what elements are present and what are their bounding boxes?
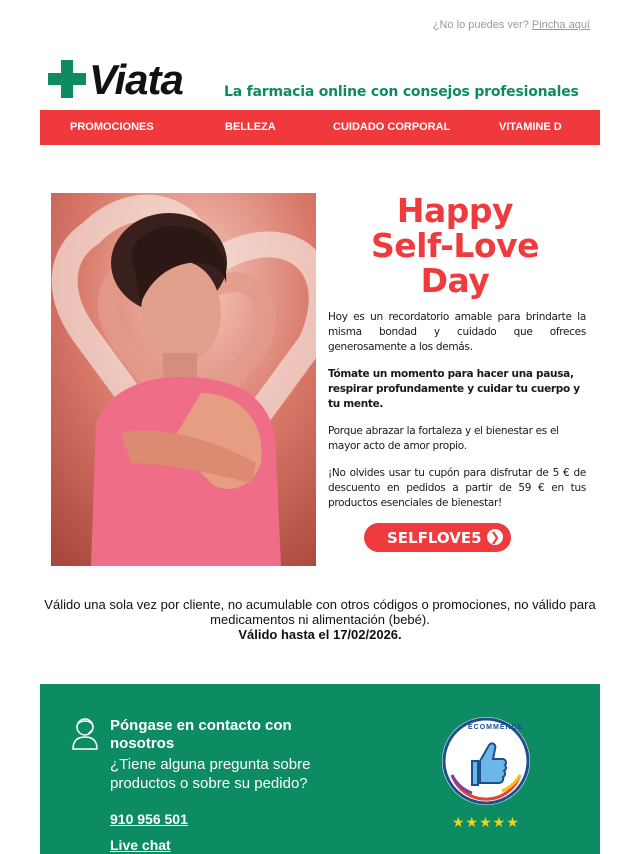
brand-tagline: La farmacia online con consejos profesionales [224,84,579,100]
coupon-button[interactable] [364,523,511,552]
coupon-code: SELFLOVE5 [387,528,482,547]
contact-title: Póngase en contacto con nosotros [110,717,292,752]
legal-terms: Válido una sola vez por cliente, no acumulable con otros códigos o promociones, no válido para medicamentos ni alimentación (bebé). [44,597,596,627]
hero-paragraph: Hoy es un recordatorio amable para brindarte la misma bondad y cuidado que ofreces generosamente a los demás. [328,311,586,353]
live-chat-link[interactable]: Live chat [110,837,171,853]
hero-title-line: Self-Love [370,226,540,265]
preheader-text: ¿No lo puedes ver? [432,19,529,31]
badge-label: ECOMMERCE [468,724,524,731]
preheader [433,19,590,31]
nav-item-belleza[interactable]: BELLEZA [225,121,276,133]
contact-footer [40,684,600,854]
rating-stars: ★★★★★ [452,814,520,830]
hero-title-line: Day [420,261,490,300]
contact-subtitle: ¿Tiene alguna pregunta sobre productos o sobre su pedido? [110,756,311,792]
support-agent-icon [70,716,100,750]
hero-paragraph-emphasis: Tómate un momento para hacer una pausa, respirar profundamente y cuidar tu cuerpo y tu mente. [328,368,580,410]
legal-validity: Válido hasta el 17/02/2026. [238,627,402,642]
pharmacy-cross-icon [48,60,86,98]
brand-logo[interactable] [48,56,183,103]
legal-notice [40,597,600,642]
woman-hugging-self-photo [51,193,316,566]
nav-item-cuidado-corporal[interactable]: CUIDADO CORPORAL [333,121,451,133]
nav-item-promociones[interactable]: PROMOCIONES [70,121,154,133]
brand-name: Viata [89,56,183,103]
hero-content [328,191,586,547]
nav-item-vitamine-d[interactable]: VITAMINE D [499,121,562,133]
hero-paragraph: ¡No olvides usar tu cupón para disfrutar de 5 € de descuento en pedidos a partir de 59 € en tus productos esenciales de bienestar! [328,467,586,509]
phone-link[interactable]: 910 956 501 [110,811,188,827]
chevron-right-icon: ❯ [487,529,503,545]
hero-title [324,193,586,298]
view-online-link[interactable]: Pincha aquí [531,19,590,31]
main-nav [40,110,600,145]
hero-title-line: Happy [396,191,514,230]
hero-photo[interactable] [51,193,316,566]
hero-paragraph: Porque abrazar la fortaleza y el bienestar es el mayor acto de amor propio. [328,425,559,452]
